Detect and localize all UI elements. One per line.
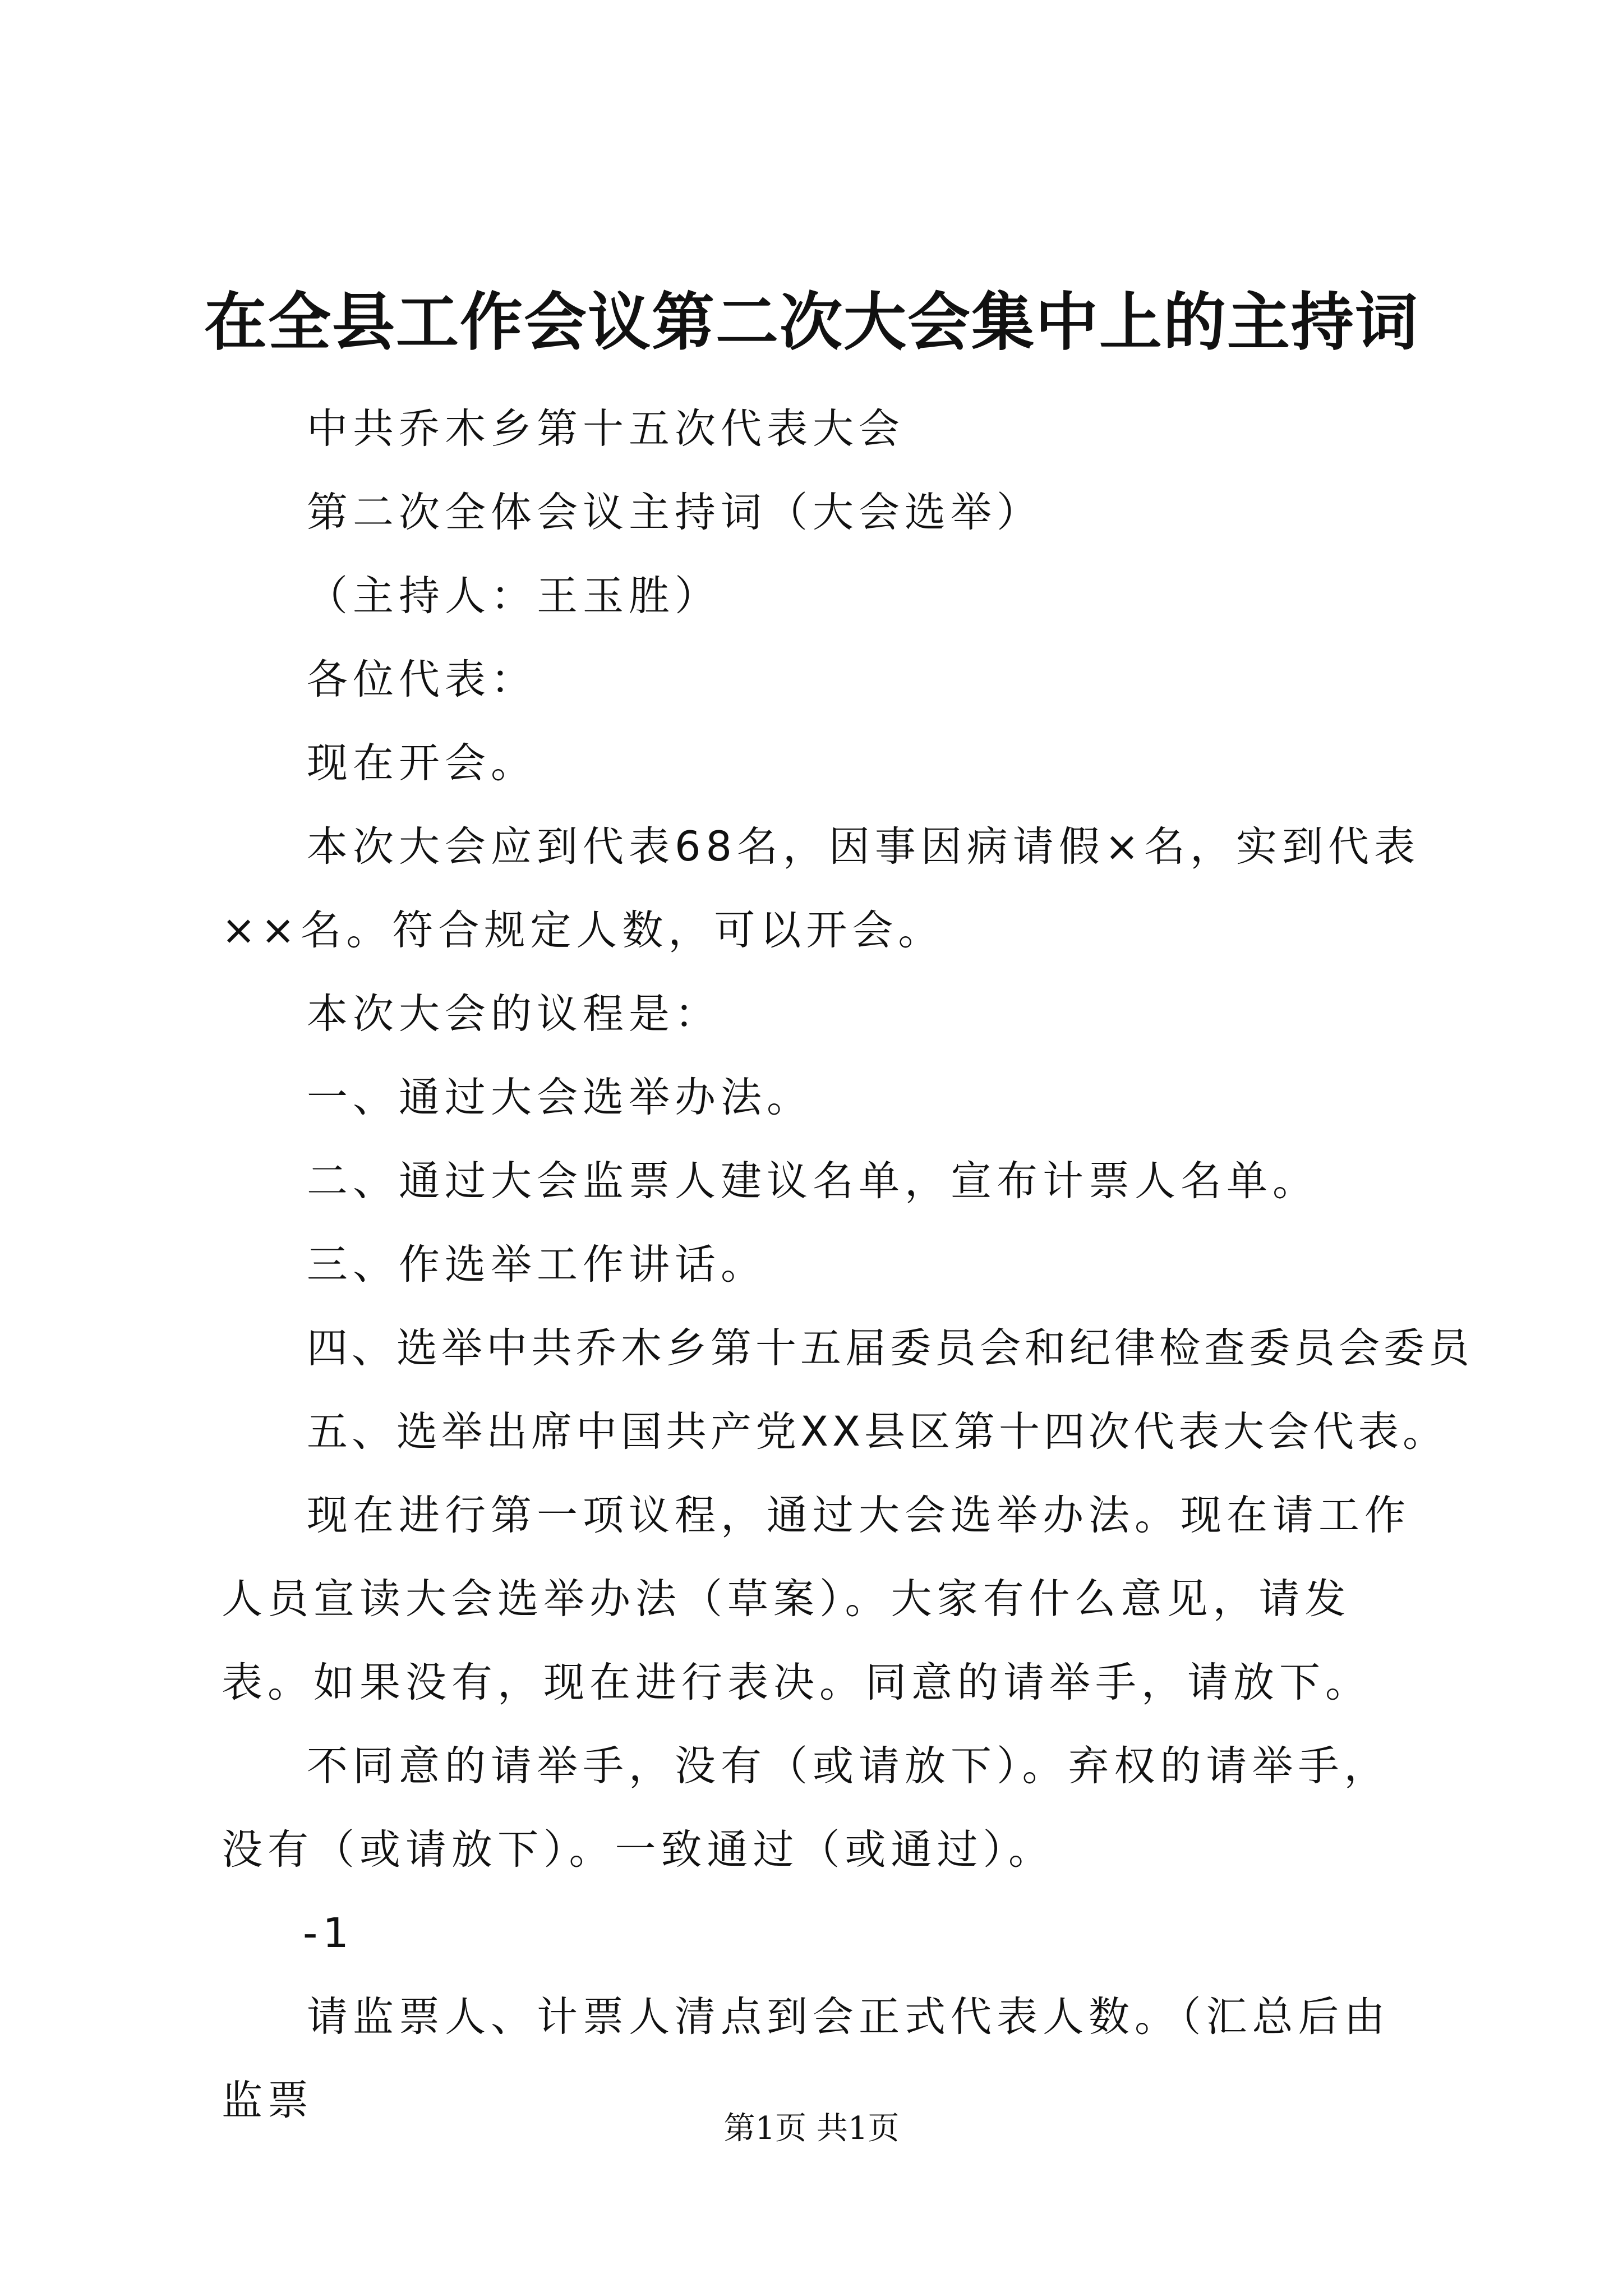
agenda-item-4: 四、选举中共乔木乡第十五届委员会和纪律检查委员会委员	[307, 1324, 1473, 1372]
agenda-item-5: 五、选举出席中国共产党XX县区第十四次代表大会代表。	[307, 1408, 1448, 1456]
paragraph-salutation: 各位代表：	[307, 656, 537, 703]
paragraph-session-title: 第二次全体会议主持词（大会选举）	[307, 489, 1043, 536]
paragraph-vote: 不同意的请举手，没有（或请放下）。弃权的请举手，没有（或请放下）。一致通过（或通过）。	[222, 1742, 1390, 1874]
paragraph-count: 请监票人、计票人清点到会正式代表人数。（汇总后由监票	[222, 1993, 1390, 2124]
paragraph-attendance: 本次大会应到代表68名，因事因病请假×名，实到代表××名。符合规定人数，可以开会。	[222, 823, 1421, 954]
document-title: 在全县工作会议第二次大会集中上的主持词	[204, 286, 1419, 359]
page-footer: 第1页 共1页	[723, 2110, 900, 2147]
agenda-item-2: 二、通过大会监票人建议名单，宣布计票人名单。	[307, 1157, 1318, 1205]
paragraph-first-agenda: 现在进行第一项议程，通过大会选举办法。现在请工作人员宣读大会选举办法（草案）。大家有什么意见，请发表。如果没有，现在进行表决。同意的请举手，请放下。	[222, 1492, 1410, 1706]
paragraph-congress-name: 中共乔木乡第十五次代表大会	[307, 405, 905, 453]
agenda-item-1: 一、通过大会选举办法。	[307, 1074, 813, 1121]
paragraph-opening: 现在开会。	[307, 739, 537, 787]
paragraph-agenda-intro: 本次大会的议程是：	[307, 990, 721, 1038]
document-body	[222, 387, 1473, 2142]
paragraph-host: （主持人：王玉胜）	[307, 572, 721, 620]
inline-page-number: -1	[303, 1910, 354, 1957]
agenda-item-3: 三、作选举工作讲话。	[307, 1241, 767, 1289]
